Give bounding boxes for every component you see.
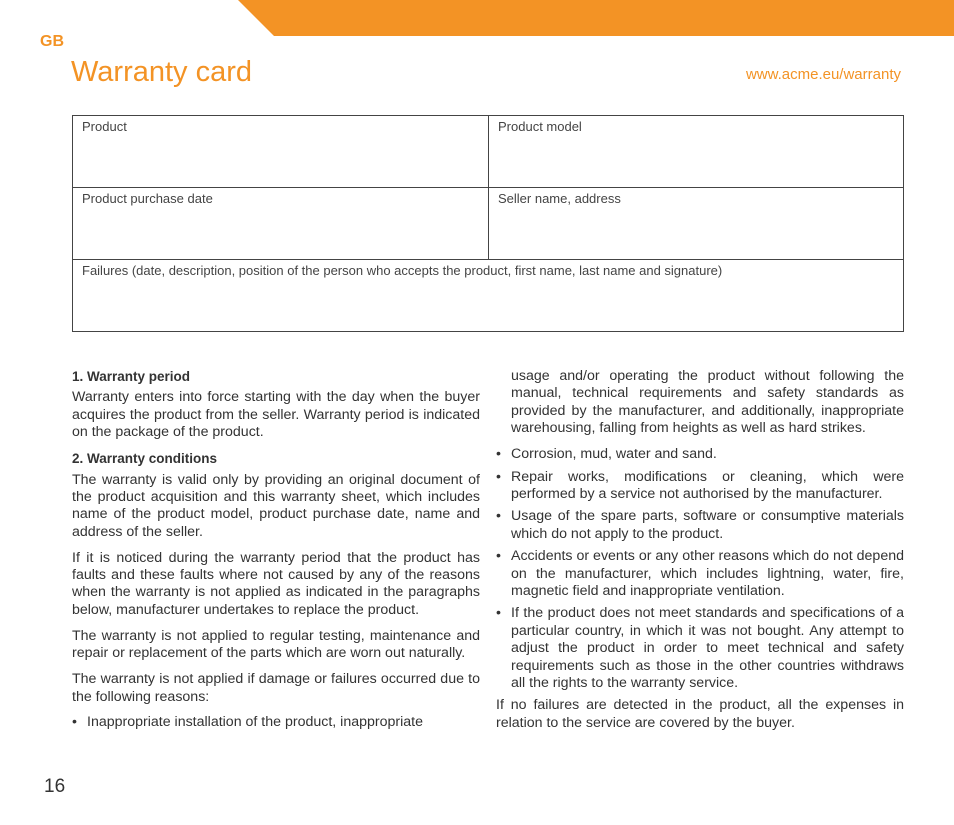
exclusion-list-start [72,714,480,731]
list-item-text: Accidents or events or any other reasons which do not depend on the manufacturer, which includes lightning, water, fire, magnetic field and inappropriate ventilation. [511,548,904,599]
language-code: GB [40,33,64,50]
page-number: 16 [44,776,66,797]
closing-paragraph: If no failures are detected in the product, all the expenses in relation to the service are covered by the buyer. [496,697,904,731]
header-accent-bar [238,0,954,36]
bullet-icon: • [72,714,77,731]
exclusion-list [496,446,904,692]
paragraph: The warranty is not applied to regular testing, maintenance and repair or replacement of the parts which are worn out naturally. [72,627,480,662]
seller-label: Seller name, address [498,191,621,206]
product-label: Product [82,119,127,134]
list-item [496,508,904,543]
paragraph: The warranty is valid only by providing an original document of the product acquisition and this warranty sheet, which includes name of the product model, product purchase date, name and address of the seller. [72,471,480,540]
list-item-continuation: usage and/or operating the product without following the manual, technical requirements and safety standards as provided by the manufacturer, and additionally, inappropriate warehousing, falling from heights as well as hard strikes. [511,368,904,437]
list-item [496,446,904,463]
product-model-field[interactable] [489,116,903,187]
bullet-icon: • [496,508,501,525]
paragraph: The warranty is not applied if damage or failures occurred due to the following reasons: [72,671,480,705]
list-item-text: If the product does not meet standards and specifications of a particular country, in which it was not bought. Any attempt to adjust the product in order to meet technical and safety requirements such as those in the other countries withdraws all the rights to the warranty service. [511,605,904,691]
failures-label: Failures (date, description, position of the person who accepts the product, first name, last name and signature) [82,263,723,278]
bullet-icon: • [496,446,501,463]
list-item-text: Corrosion, mud, water and sand. [511,446,717,463]
list-item-text: Inappropriate installation of the product, inappropriate [87,714,423,731]
bullet-icon: • [496,468,501,485]
list-item [72,714,480,731]
list-item [496,548,904,600]
page-title: Warranty card [71,56,253,88]
section-heading-warranty-conditions: 2. Warranty conditions [72,451,218,467]
bullet-icon: • [496,605,501,622]
seller-field[interactable] [489,188,903,259]
list-item [496,605,904,692]
list-item-text: Usage of the spare parts, software or consumptive materials which do not apply to the product. [511,508,904,542]
bullet-icon: • [496,548,501,565]
list-item-text: Repair works, modifications or cleaning, which were performed by a service not authorised by the manufacturer. [511,468,904,502]
failures-field[interactable] [73,260,903,331]
product-field[interactable] [73,116,488,187]
purchase-date-label: Product purchase date [82,191,213,206]
warranty-form [72,115,904,332]
paragraph: If it is noticed during the warranty period that the product has faults and these faults where not caused by any of the reasons when the warranty is not applied as indicated in the paragraphs below, manufacturer undertakes to replace the product. [72,549,480,618]
section-heading-warranty-period: 1. Warranty period [72,369,191,384]
product-model-label: Product model [498,119,582,134]
list-item [496,469,904,504]
right-column [496,368,904,741]
paragraph: Warranty enters into force starting with the day when the buyer acquires the product from the seller. Warranty period is indicated on the package of the product. [72,389,480,441]
left-column [72,368,480,737]
warranty-url[interactable]: www.acme.eu/warranty [745,66,901,83]
purchase-date-field[interactable] [73,188,488,259]
